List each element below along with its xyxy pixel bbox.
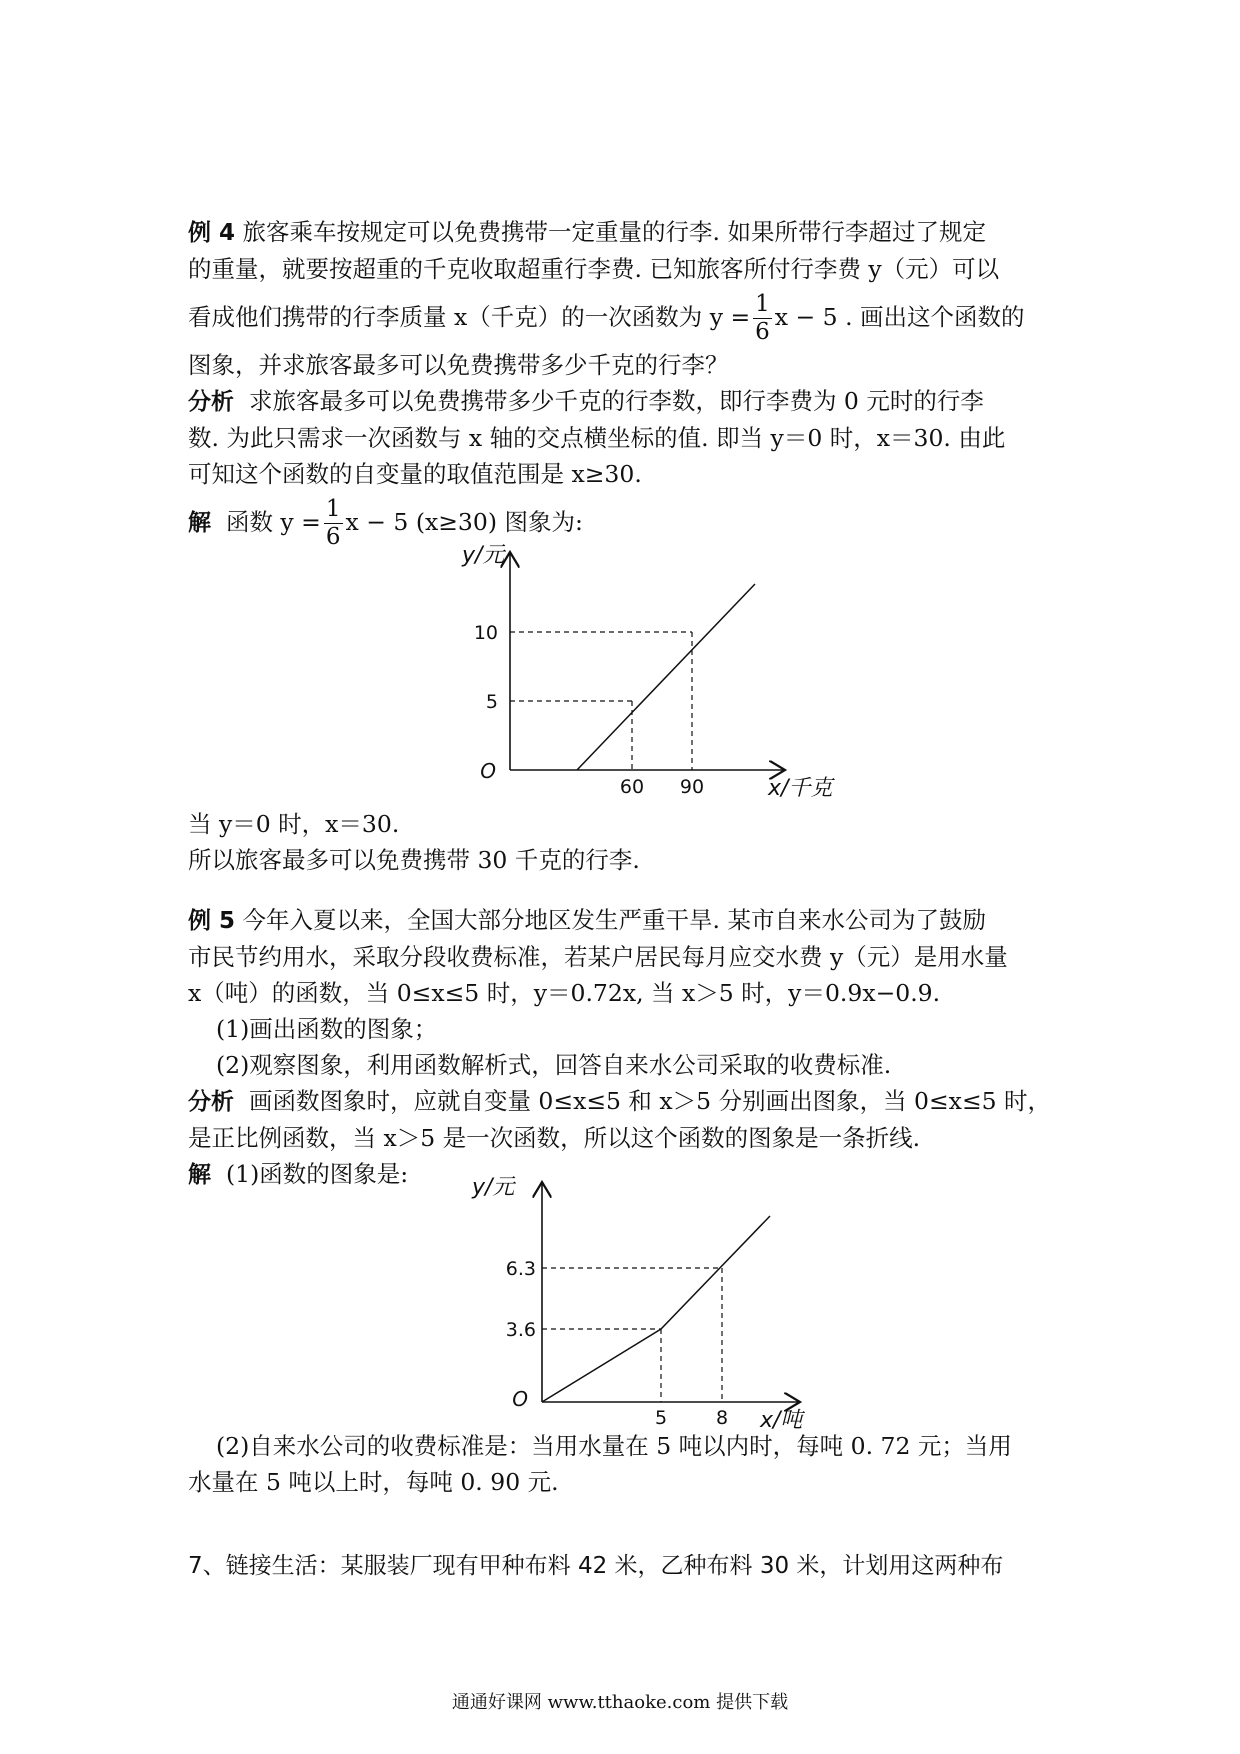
ex4-analysis-tag: 分析 <box>188 389 234 415</box>
chart2-y-tick-6.3: 6.3 <box>505 1258 536 1280</box>
chart1-y-label: y/元 <box>462 543 505 568</box>
ex5-answer-line-2: 水量在 5 吨以上时，每吨 0. 90 元. <box>188 1468 559 1496</box>
ex5-solution-tag: 解 <box>188 1162 211 1188</box>
chart2-y-tick-3.6: 3.6 <box>505 1319 536 1341</box>
ex4-analysis-line-3: 可知这个函数的自变量的取值范围是 x≥30. <box>188 460 642 488</box>
chart-luggage-fee <box>450 540 850 800</box>
example-4-problem <box>188 214 1068 553</box>
ex4-solution-tag: 解 <box>188 510 211 536</box>
example-4-tag: 例 4 <box>188 220 236 246</box>
ex4-analysis-line-1: 求旅客最多可以免费携带多少千克的行李数，即行李费为 0 元时的行李 <box>248 387 984 415</box>
ex5-analysis-line-1: 画函数图象时，应就自变量 0≤x≤5 和 x＞5 分别画出图象，当 0≤x≤5 时， <box>248 1087 1052 1115</box>
ex5-question-1: (1)画出函数的图象； <box>216 1015 438 1043</box>
ex5-line-2: 市民节约用水，采取分段收费标准，若某户居民每月应交水费 y（元）是用水量 <box>188 943 1008 971</box>
fraction-one-sixth: $\frac{1}{6}$ <box>755 291 770 345</box>
ex5-solution-text: (1)函数的图象是: <box>225 1160 409 1188</box>
chart1-function-line <box>577 584 755 770</box>
ex5-answer-line-1: (2)自来水公司的收费标准是：当用水量在 5 吨以内时，每吨 0. 72 元；当用 <box>216 1432 1012 1460</box>
chart2-x-label: x/吨 <box>760 1408 803 1430</box>
ex4-after-1: 当 y＝0 时，x＝30. <box>188 810 400 838</box>
chart2-piecewise-line <box>542 1216 770 1402</box>
ex4-line-2: 的重量，就要按超重的千克收取超重行李费. 已知旅客所付行李费 y（元）可以 <box>188 255 1000 283</box>
ex5-analysis-line-2: 是正比例函数，当 x＞5 是一次函数，所以这个函数的图象是一条折线. <box>188 1124 921 1152</box>
ex4-line-3a: 看成他们携带的行李质量 x（千克）的一次函数为 y = <box>188 303 751 331</box>
chart1-x-label: x/千克 <box>768 776 833 800</box>
chart-water-fee <box>460 1170 840 1430</box>
ex4-conclusion <box>188 806 1068 878</box>
ex4-solution-a: 函数 y = <box>225 508 321 536</box>
chart2-x-tick-8: 8 <box>715 1407 729 1429</box>
chart2-x-tick-5: 5 <box>654 1407 668 1429</box>
chart2-origin: O <box>512 1387 528 1411</box>
item-7 <box>188 1548 1068 1584</box>
ex4-after-2: 所以旅客最多可以免费携带 30 千克的行李. <box>188 846 640 874</box>
ex4-line-1: 旅客乘车按规定可以免费携带一定重量的行李. 如果所带行李超过了规定 <box>242 218 986 246</box>
ex4-line-4: 图象，并求旅客最多可以免费携带多少千克的行李？ <box>188 351 729 379</box>
chart1-y-tick-10: 10 <box>473 622 498 644</box>
ex5-answer <box>188 1428 1068 1500</box>
ex5-line-1: 今年入夏以来，全国大部分地区发生严重干旱. 某市自来水公司为了鼓励 <box>242 906 986 934</box>
example-5-tag: 例 5 <box>188 908 236 934</box>
chart1-x-tick-60: 60 <box>619 776 645 798</box>
page-footer: 通通好课网 www.tthaoke.com 提供下载 <box>451 1692 789 1713</box>
chart1-y-tick-5: 5 <box>485 691 498 713</box>
chart2-y-label: y/元 <box>472 1175 515 1200</box>
ex4-line-3b: x − 5 . 画出这个函数的 <box>774 303 1025 331</box>
ex4-analysis-line-2: 数. 为此只需求一次函数与 x 轴的交点横坐标的值. 即当 y＝0 时，x＝30. 由此 <box>188 424 1006 452</box>
ex5-question-2: (2)观察图象，利用函数解析式，回答自来水公司采取的收费标准. <box>216 1051 892 1079</box>
fraction-one-sixth-2: $\frac{1}{6}$ <box>325 496 341 550</box>
example-5-problem <box>188 902 1068 1193</box>
ex5-line-3: x（吨）的函数，当 0≤x≤5 时，y＝0.72x, 当 x＞5 时，y＝0.9x−0.9. <box>188 979 941 1007</box>
item-7-text: 7、链接生活：某服装厂现有甲种布料 42 米，乙种布料 30 米，计划用这两种布 <box>188 1553 1004 1579</box>
ex4-solution-b: x − 5 (x≥30) 图象为: <box>345 508 583 536</box>
chart1-origin: O <box>480 759 496 783</box>
ex5-analysis-tag: 分析 <box>188 1089 234 1115</box>
chart1-x-tick-90: 90 <box>679 776 705 798</box>
